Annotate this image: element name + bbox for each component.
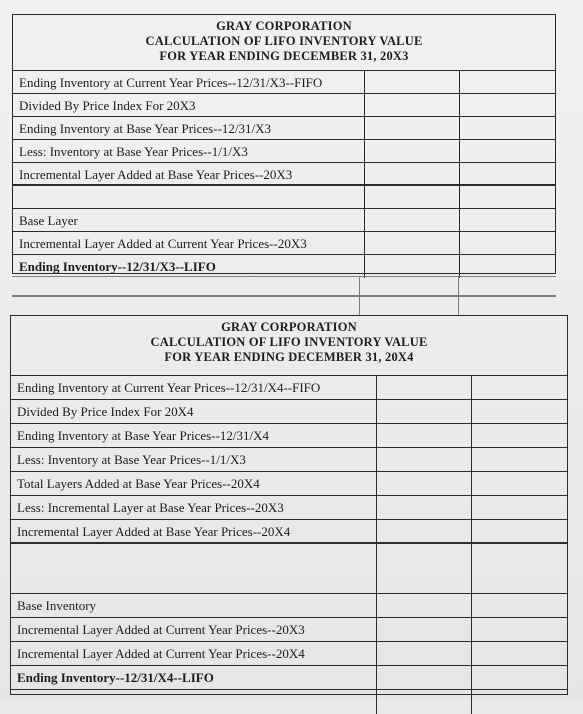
amount-cell[interactable] [377, 424, 472, 447]
amount-cell[interactable] [377, 496, 472, 519]
lifo-form-20x4 [10, 315, 568, 695]
table-row-total [11, 666, 567, 690]
row-label: Total Layers Added at Base Year Prices--20X4 [11, 472, 377, 495]
amount-cell[interactable] [472, 400, 567, 423]
amount-cell[interactable] [472, 594, 567, 617]
row-label: Incremental Layer Added at Current Year Prices--20X3 [13, 232, 365, 254]
amount-cell[interactable] [377, 618, 472, 641]
amount-cell[interactable] [377, 448, 472, 471]
table-row [11, 618, 567, 642]
table-row [11, 424, 567, 448]
amount-cell[interactable] [377, 520, 472, 542]
amount-cell[interactable] [460, 117, 555, 139]
amount-cell[interactable] [472, 448, 567, 471]
amount-cell[interactable] [460, 163, 555, 184]
amount-cell[interactable] [365, 232, 460, 254]
amount-cell[interactable] [472, 618, 567, 641]
amount-cell[interactable] [472, 424, 567, 447]
table-row [13, 140, 555, 163]
amount-cell[interactable] [460, 71, 555, 93]
row-label: Base Inventory [11, 594, 377, 617]
row-label: Ending Inventory--12/31/X4--LIFO [11, 666, 377, 689]
amount-cell[interactable] [472, 496, 567, 519]
form-title: CALCULATION OF LIFO INVENTORY VALUE [150, 335, 428, 349]
table-row [11, 594, 567, 618]
amount-cell[interactable] [472, 544, 567, 593]
table-row [13, 209, 555, 232]
amount-cell[interactable] [472, 376, 567, 399]
amount-cell[interactable] [365, 117, 460, 139]
form-title: CALCULATION OF LIFO INVENTORY VALUE [145, 34, 423, 48]
amount-cell[interactable] [377, 472, 472, 495]
table-row [11, 448, 567, 472]
amount-cell[interactable] [365, 71, 460, 93]
amount-cell[interactable] [460, 232, 555, 254]
table-row [13, 117, 555, 140]
amount-cell[interactable] [377, 690, 472, 714]
amount-cell[interactable] [365, 163, 460, 184]
row-label: Incremental Layer Added at Current Year Prices--20X3 [11, 618, 377, 641]
amount-cell[interactable] [472, 520, 567, 542]
table-row-blank [11, 544, 567, 594]
table-row [11, 496, 567, 520]
row-label: Base Layer [13, 209, 365, 231]
amount-cell[interactable] [472, 472, 567, 495]
form-header [13, 15, 555, 71]
amount-cell[interactable] [377, 594, 472, 617]
company-name: GRAY CORPORATION [221, 320, 357, 334]
row-label: Incremental Layer Added at Current Year Prices--20X4 [11, 642, 377, 665]
row-label: Divided By Price Index For 20X4 [11, 400, 377, 423]
amount-cell[interactable] [377, 376, 472, 399]
amount-cell[interactable] [472, 642, 567, 665]
row-label: Less: Incremental Layer at Base Year Prices--20X3 [11, 496, 377, 519]
amount-cell[interactable] [460, 94, 555, 116]
row-label: Less: Inventory at Base Year Prices--1/1/X3 [13, 140, 365, 162]
amount-cell[interactable] [365, 94, 460, 116]
row-label: Divided By Price Index For 20X3 [13, 94, 365, 116]
ghost-row [12, 296, 556, 316]
amount-cell[interactable] [377, 642, 472, 665]
amount-cell[interactable] [377, 666, 472, 689]
amount-cell[interactable] [365, 209, 460, 231]
form-period: FOR YEAR ENDING DECEMBER 31, 20X4 [164, 350, 414, 364]
ghost-row [12, 276, 556, 296]
amount-cell[interactable] [365, 255, 460, 278]
form-period: FOR YEAR ENDING DECEMBER 31, 20X3 [159, 49, 409, 63]
amount-cell[interactable] [377, 544, 472, 593]
company-name: GRAY CORPORATION [216, 19, 352, 33]
lifo-form-20x3 [12, 14, 556, 274]
amount-cell[interactable] [377, 400, 472, 423]
amount-cell[interactable] [460, 209, 555, 231]
amount-cell[interactable] [365, 140, 460, 162]
row-label: Ending Inventory at Current Year Prices--12/31/X3--FIFO [13, 71, 365, 93]
table-row [13, 232, 555, 255]
row-label [13, 186, 365, 208]
table-row [13, 94, 555, 117]
row-label: Ending Inventory--12/31/X3--LIFO [13, 255, 365, 278]
table-row [11, 642, 567, 666]
amount-cell[interactable] [472, 666, 567, 689]
table-row [11, 472, 567, 496]
table-row [13, 71, 555, 94]
table-row [11, 400, 567, 424]
table-row [11, 520, 567, 544]
amount-cell[interactable] [460, 255, 555, 278]
row-label: Incremental Layer Added at Base Year Prices--20X4 [11, 520, 377, 542]
row-label: Ending Inventory at Base Year Prices--12/31/X3 [13, 117, 365, 139]
row-label: Incremental Layer Added at Base Year Prices--20X3 [13, 163, 365, 184]
row-label: Less: Inventory at Base Year Prices--1/1/X3 [11, 448, 377, 471]
row-label [11, 690, 377, 714]
table-row-blank [13, 186, 555, 209]
row-label: Ending Inventory at Base Year Prices--12/31/X4 [11, 424, 377, 447]
table-row [13, 163, 555, 186]
row-label [11, 544, 377, 593]
amount-cell[interactable] [365, 186, 460, 208]
amount-cell[interactable] [460, 186, 555, 208]
table-row [11, 376, 567, 400]
table-row-blank [11, 690, 567, 714]
form-header [11, 316, 567, 376]
row-label: Ending Inventory at Current Year Prices--12/31/X4--FIFO [11, 376, 377, 399]
amount-cell[interactable] [460, 140, 555, 162]
table-row-total [13, 255, 555, 278]
amount-cell[interactable] [472, 690, 567, 714]
